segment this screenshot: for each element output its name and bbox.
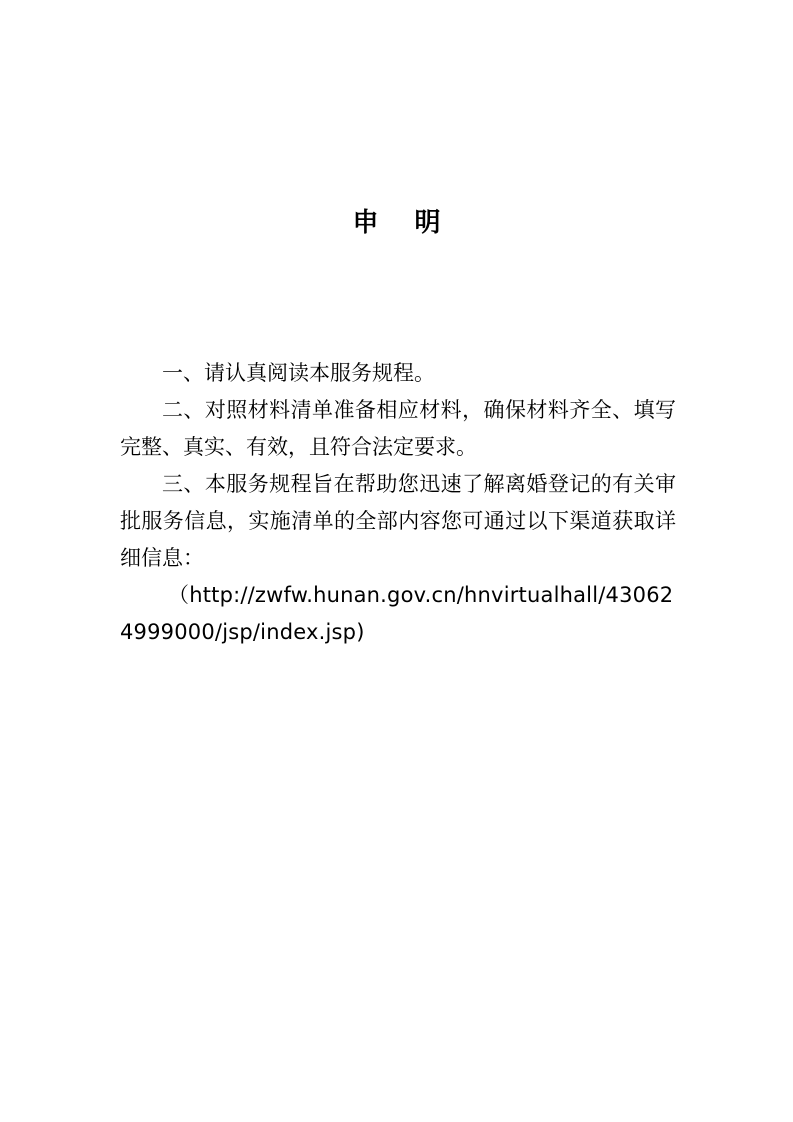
paragraph-1: 一、请认真阅读本服务规程。 xyxy=(162,361,435,385)
title-char-2: 明 xyxy=(414,208,441,238)
service-url: （http://zwfw.hunan.gov.cn/hnvirtualhall/430624999000/jsp/index.jsp) xyxy=(120,583,674,644)
page-title xyxy=(0,203,793,243)
paragraph-2: 二、对照材料清单准备相应材料，确保材料齐全、填写完整、真实、有效，且符合法定要求。 xyxy=(120,398,676,459)
statement-body xyxy=(120,355,676,651)
paragraph-3: 三、本服务规程旨在帮助您迅速了解离婚登记的有关审批服务信息，实施清单的全部内容您可通过以下渠道获取详细信息： xyxy=(120,472,676,570)
title-char-1: 申 xyxy=(352,208,379,238)
